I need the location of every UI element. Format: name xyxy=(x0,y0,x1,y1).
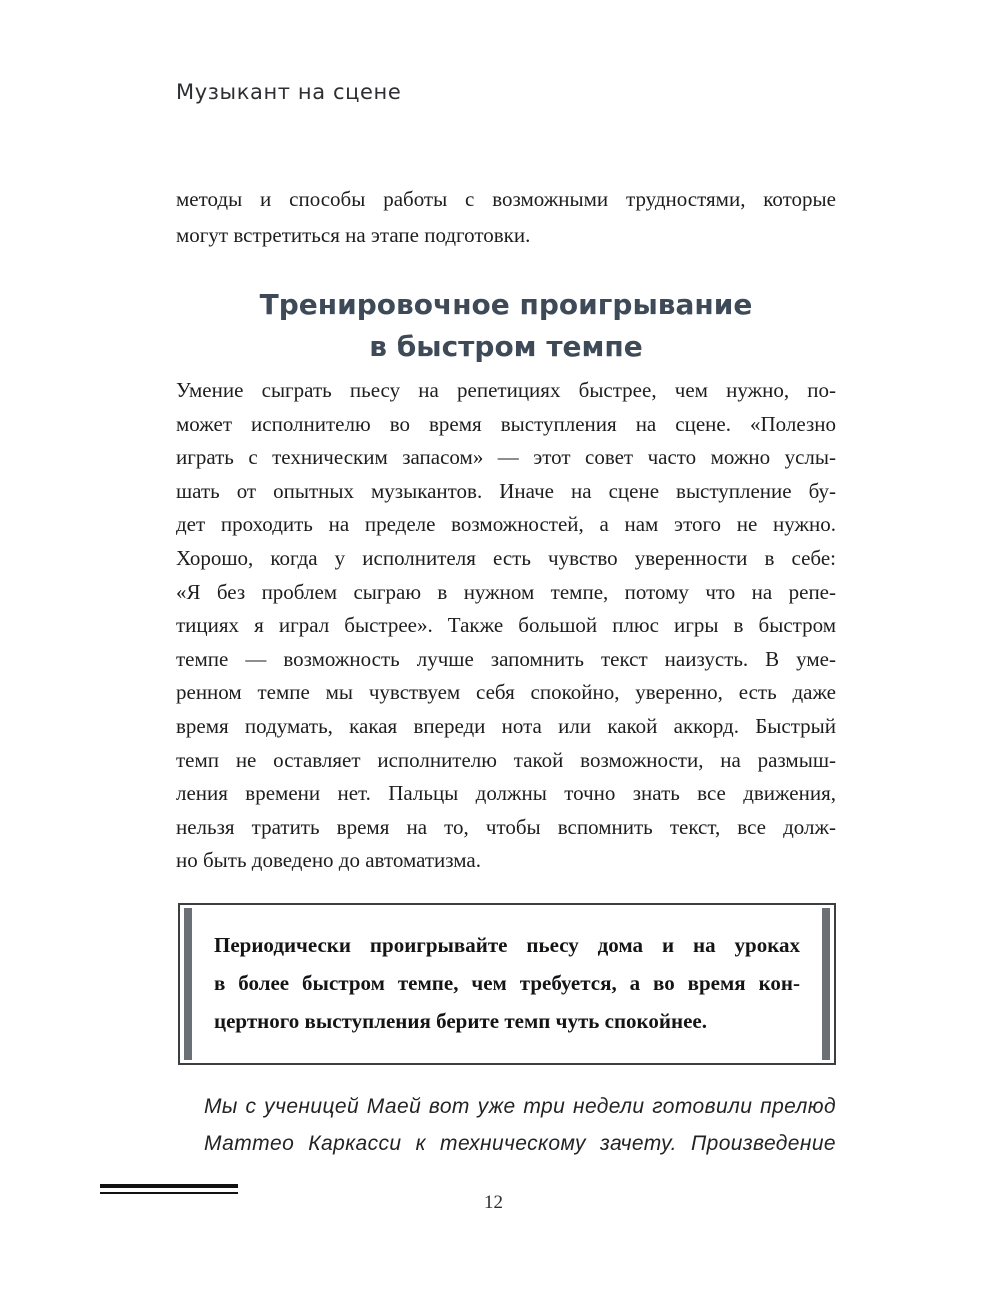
text-line: тициях я играл быстрее». Также большой плюс игры в быстром xyxy=(176,613,836,638)
text-line: Периодически проигрывайте пьесу дома и на уроках xyxy=(214,933,800,957)
text-line: но быть доведено до автоматизма. xyxy=(176,848,482,873)
text-line: темп не оставляет исполнителю такой возможности, на размыш- xyxy=(176,747,836,772)
callout-box xyxy=(178,903,836,1065)
text-line: играть с техническим запасом» — этот совет часто можно услы- xyxy=(176,445,836,470)
text-line: методы и способы работы с возможными трудностями, которые xyxy=(176,187,836,211)
text-line: нельзя тратить время на то, чтобы вспомнить текст, все долж- xyxy=(176,814,836,839)
page-number: 12 xyxy=(484,1192,503,1213)
body-paragraph xyxy=(176,374,836,878)
section-heading-line1: Тренировочное проигрывание xyxy=(259,288,753,321)
text-line: Хорошо, когда у исполнителя есть чувство уверенности в себе: xyxy=(176,545,836,570)
section-heading xyxy=(176,284,836,368)
text-line: шать от опытных музыкантов. Иначе на сцене выступление бу- xyxy=(176,478,836,503)
text-line: в более быстром темпе, чем требуется, а во время кон- xyxy=(214,971,800,995)
callout-right-bar xyxy=(821,908,831,1060)
text-line: Маттео Каркасси к техническому зачету. Произведение xyxy=(204,1132,836,1155)
footer-rule-thick xyxy=(100,1184,238,1188)
text-line: дет проходить на пределе возможностей, а нам этого не нужно. xyxy=(176,512,836,537)
text-line: цертного выступления берите темп чуть спокойнее. xyxy=(214,1009,707,1033)
text-line: «Я без проблем сыграю в нужном темпе, потому что на репе- xyxy=(176,579,836,604)
text-line: ления времени нет. Пальцы должны точно знать все движения, xyxy=(176,781,836,806)
excerpt-paragraph xyxy=(204,1088,836,1162)
text-line: темпе — возможность лучше запомнить текст наизусть. В уме- xyxy=(176,646,836,671)
text-line: может исполнителю во время выступления на сцене. «Полезно xyxy=(176,411,836,436)
running-header: Музыкант на сцене xyxy=(176,80,402,104)
intro-paragraph xyxy=(176,181,836,253)
text-line: время подумать, какая впереди нота или какой аккорд. Быстрый xyxy=(176,713,836,738)
section-heading-line2: в быстром темпе xyxy=(369,330,643,363)
text-line: могут встретиться на этапе подготовки. xyxy=(176,223,531,247)
text-line: ренном темпе мы чувствуем себя спокойно, уверенно, есть даже xyxy=(176,680,836,705)
text-line: Мы с ученицей Маей вот уже три недели готовили прелюд xyxy=(204,1095,836,1118)
callout-left-bar xyxy=(183,908,193,1060)
text-line: Умение сыграть пьесу на репетициях быстрее, чем нужно, по- xyxy=(176,378,836,402)
callout-text xyxy=(214,926,800,1040)
